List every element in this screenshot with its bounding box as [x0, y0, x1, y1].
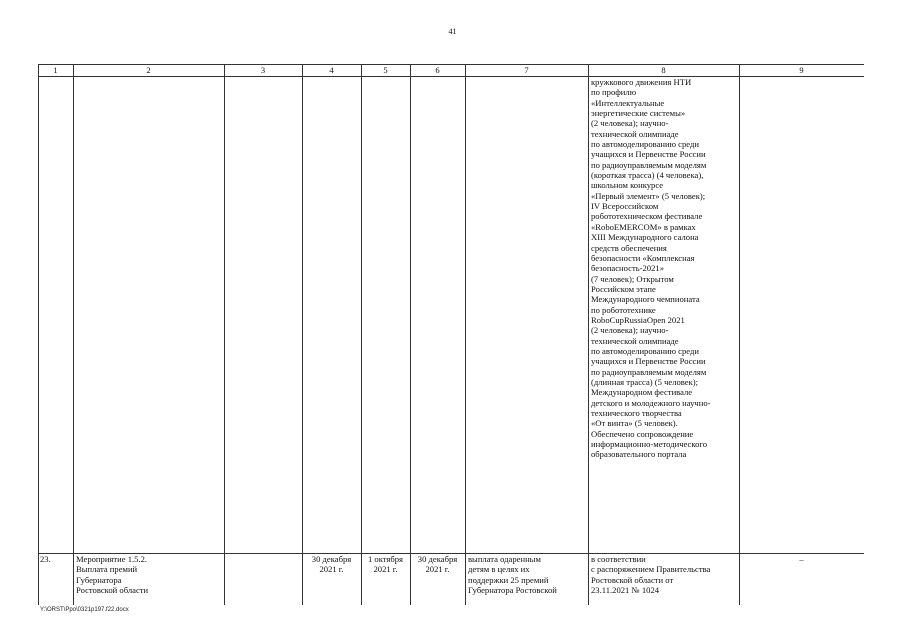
cell-line: по автомоделированию среди — [591, 139, 699, 150]
cell-line: по робототехнике — [591, 304, 656, 315]
column-header-3: 3 — [260, 65, 266, 75]
col-rule — [73, 64, 74, 605]
cell-line: по радиоуправляемым моделям — [591, 366, 707, 377]
cell-line: поддержки 25 премий — [468, 574, 549, 585]
cell-line: XIII Международного салона — [591, 232, 699, 243]
cell-line: 23.11.2021 № 1024 — [591, 585, 660, 596]
cell-line: средств обеспечения — [591, 242, 667, 253]
cell-line: энергетические системы» — [591, 108, 686, 119]
cell-line: 2021 г. — [319, 564, 344, 575]
cell-line: технического творчества — [591, 408, 682, 418]
column-header-5: 5 — [383, 65, 388, 75]
col-rule — [588, 64, 589, 605]
actual-start-date-cell — [361, 554, 410, 604]
cell-line: учащихся и Первенстве России — [591, 149, 706, 160]
cell-line: детям в целях их — [468, 564, 530, 575]
column-header-1: 1 — [53, 65, 58, 75]
cell-line: учащихся и Первенстве России — [591, 356, 706, 367]
cell-line: (7 человек); Открытом — [591, 273, 674, 284]
cell-line: Обеспечено сопровождение — [591, 428, 694, 439]
expected-result-cell — [468, 554, 587, 604]
cell-line: «Первый элемент» (5 человек); — [591, 190, 706, 201]
cell-line: Международного чемпионата — [591, 294, 700, 305]
cell-line: Международном фестивале — [591, 387, 693, 398]
cell-line: «RoboEMERCOM» в рамках — [591, 221, 696, 232]
cell-line: (2 человека); научно- — [591, 325, 669, 336]
col-rule — [38, 64, 39, 605]
cell-line: образовательного портала — [591, 449, 687, 460]
page-number: 41 — [448, 27, 457, 36]
cell-line: Губернатора Ростовской — [468, 585, 557, 596]
table — [38, 64, 864, 605]
cell-line: 2021 г. — [373, 564, 398, 575]
cell-line: 30 декабря — [417, 554, 458, 564]
cell-line: (короткая трасса) (4 человека), — [591, 170, 704, 181]
header-bottom-rule — [38, 76, 864, 77]
event-title-cell — [76, 554, 223, 604]
cell-line: Мероприятие 1.5.2. — [76, 554, 148, 564]
col-rule — [302, 64, 303, 605]
reasons-cell: – — [799, 554, 804, 564]
col-rule — [465, 64, 466, 605]
cell-line: RoboCupRussiaOpen 2021 — [591, 314, 685, 325]
column-header-8: 8 — [661, 65, 666, 75]
cell-line: с распоряжением Правительства — [591, 564, 711, 575]
cell-line: по радиоуправляемым моделям — [591, 159, 707, 170]
file-path-footer: Y:\ORST\Ppo\0321p197.f22.docx — [40, 607, 129, 613]
actual-result-cell — [591, 554, 738, 604]
cell-line: 30 декабря — [311, 554, 352, 564]
actual-end-date-cell — [410, 554, 465, 604]
column-header-4: 4 — [329, 65, 334, 75]
cell-line: информационно-методического — [591, 439, 707, 450]
cell-line: (2 человека); научно- — [591, 118, 669, 129]
cell-line: «От винта» (5 человек). — [591, 418, 678, 429]
continued-cell-col8 — [591, 77, 738, 553]
row-number: 23. — [40, 554, 51, 564]
column-header-2: 2 — [146, 65, 151, 75]
cell-line: 1 октября — [367, 554, 404, 564]
cell-line: по автомоделированию среди — [591, 345, 699, 356]
col-rule — [410, 64, 411, 605]
cell-line: Ростовской области — [76, 585, 149, 596]
column-header-9: 9 — [799, 65, 804, 75]
col-rule — [224, 64, 225, 605]
column-header-7: 7 — [524, 65, 529, 75]
cell-line: робототехническом фестивале — [591, 211, 703, 222]
column-header-6: 6 — [435, 65, 440, 75]
col-rule — [361, 64, 362, 605]
cell-line: 2021 г. — [425, 564, 450, 575]
cell-line: Российском этапе — [591, 283, 656, 294]
cell-line: IV Всероссийском — [591, 201, 659, 212]
cell-line: технической олимпиаде — [591, 335, 679, 346]
cell-line: безопасности «Комплексная — [591, 252, 695, 263]
cell-line: Ростовской области от — [591, 574, 674, 585]
cell-line: (длинная трасса) (5 человек); — [591, 376, 699, 387]
cell-line: «Интеллектуальные — [591, 97, 665, 108]
cell-line: Выплата премий — [76, 564, 138, 575]
cell-line: школьном конкурсе — [591, 180, 664, 191]
cell-line: детского и молодежного научно- — [591, 397, 711, 408]
cell-line: в соответствии — [591, 554, 646, 564]
cell-line: кружкового движения НТИ — [591, 77, 692, 87]
planned-end-date-cell — [302, 554, 361, 604]
cell-line: безопасность-2021» — [591, 263, 664, 274]
col-rule — [739, 64, 740, 605]
cell-line: по профилю — [591, 87, 637, 98]
cell-line: Губернатора — [76, 574, 122, 585]
cell-line: выплата одаренным — [468, 554, 541, 564]
cell-line: технической олимпиаде — [591, 128, 679, 139]
